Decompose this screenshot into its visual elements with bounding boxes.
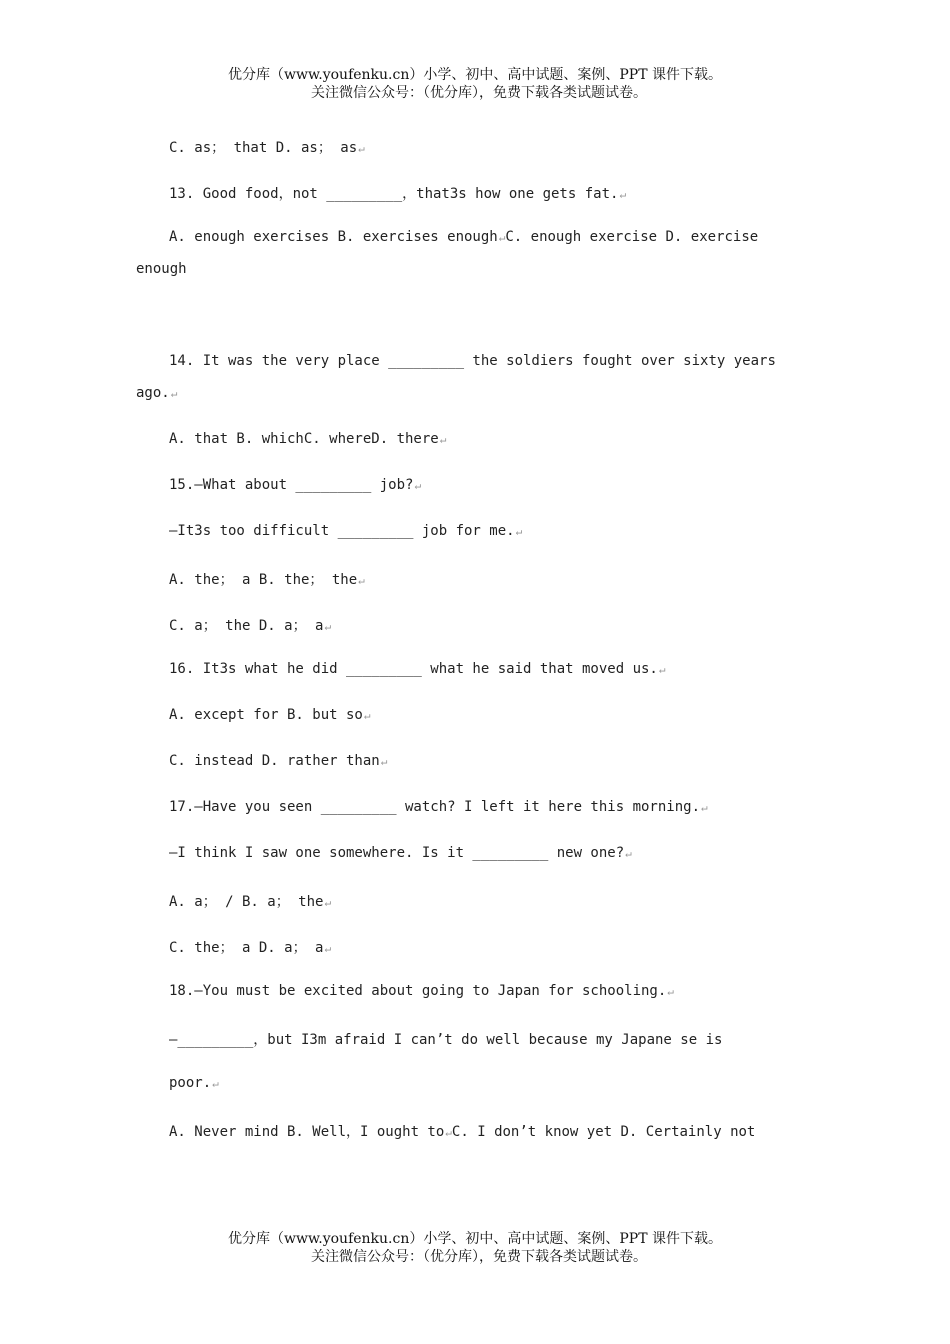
option-line-wrap: enough	[136, 261, 187, 277]
header-line-1: 优分库（www.youfenku.cn）小学、初中、高中试题、案例、PPT 课件下载。	[227, 67, 722, 83]
question-18-reply-wrap: poor.↵	[169, 1075, 219, 1091]
footer-line-1: 优分库（www.youfenku.cn）小学、初中、高中试题、案例、PPT 课件下载。	[227, 1231, 722, 1247]
option-line: C. the； a D. a； a↵	[169, 940, 332, 956]
option-line: A. except for B. but so↵	[169, 707, 371, 723]
question-17: 17.—Have you seen _________ watch? I left it here this morning.↵	[169, 799, 708, 815]
question-14: 14. It was the very place _________ the soldiers fought over sixty years	[169, 353, 776, 369]
option-line: A. enough exercises B. exercises enough↵C. enough exercise D. exercise	[169, 229, 759, 245]
option-line: A. a； / B. a； the↵	[169, 894, 332, 910]
option-line: A. the； a B. the； the↵	[169, 572, 365, 588]
question-18-reply: —_________，but I3m afraid I can’t do well because my Japane se is	[169, 1032, 723, 1048]
question-14-wrap: ago.↵	[136, 385, 178, 401]
header-line-2: 关注微信公众号：（优分库），免费下载各类试题试卷。	[311, 85, 647, 101]
question-15: 15.—What about _________ job?↵	[169, 477, 422, 493]
question-18: 18.—You must be excited about going to Japan for schooling.↵	[169, 983, 674, 999]
question-17-reply: —I think I saw one somewhere. Is it _________ new one?↵	[169, 845, 632, 861]
option-line: A. Never mind B. Well，I ought to↵C. I don’t know yet D. Certainly not	[169, 1124, 756, 1140]
footer-line-2: 关注微信公众号：（优分库），免费下载各类试题试卷。	[311, 1249, 647, 1265]
option-line: C. a； the D. a； a↵	[169, 618, 332, 634]
question-15-reply: —It3s too difficult _________ job for me.↵	[169, 523, 523, 539]
option-line: C. instead D. rather than↵	[169, 753, 388, 769]
option-line: A. that B. whichC. whereD. there↵	[169, 431, 447, 447]
question-13: 13. Good food，not _________，that3s how one gets fat.↵	[169, 186, 627, 202]
question-16: 16. It3s what he did _________ what he said that moved us.↵	[169, 661, 666, 677]
option-line: C. as； that D. as； as↵	[169, 140, 365, 156]
page-footer	[0, 1230, 950, 1266]
